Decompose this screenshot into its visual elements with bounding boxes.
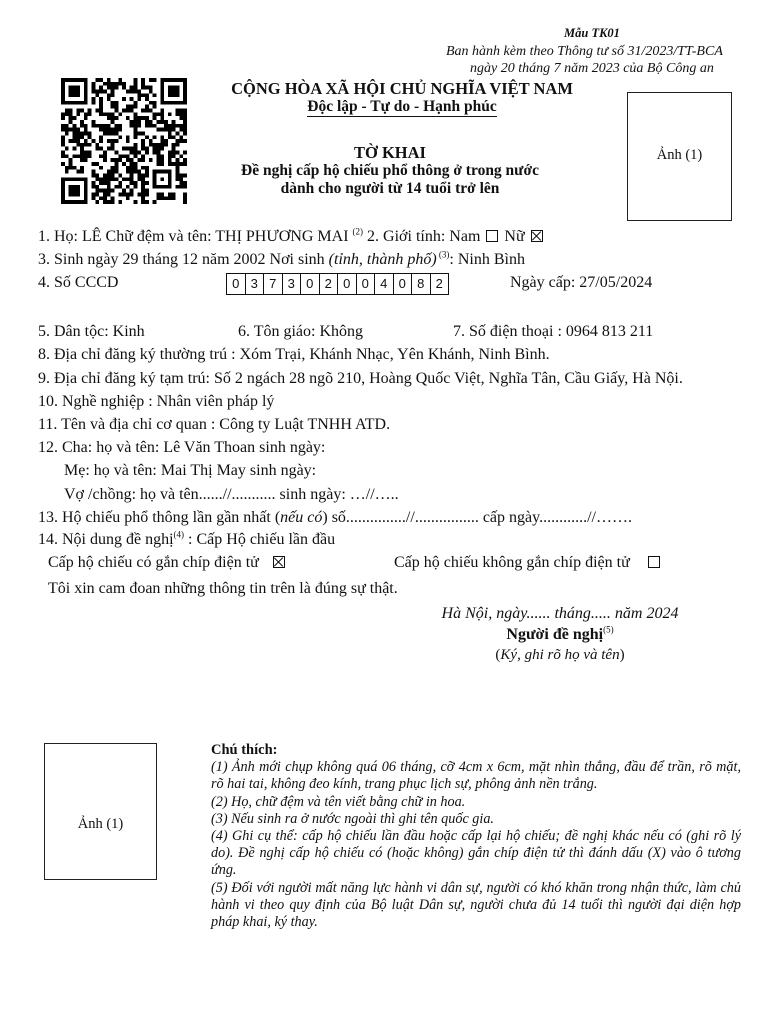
father-info: 12. Cha: họ và tên: Lê Văn Thoan sinh ngày: xyxy=(38,439,326,456)
signer-note-text: Ký, ghi rõ họ và tên xyxy=(500,647,620,663)
previous-passport-hint: nếu có xyxy=(280,509,323,526)
form-subtitle-1: Đề nghị cấp hộ chiếu phổ thông ở trong nước xyxy=(241,162,539,179)
id-digit: 0 xyxy=(338,274,357,294)
gender-label: 2. Giới tính: Nam xyxy=(363,228,485,245)
photo-label: Ảnh (1) xyxy=(656,147,703,163)
footnote-2: (2) Họ, chữ đệm và tên viết bằng chữ in hoa. xyxy=(211,793,466,810)
spouse-info: Vợ /chồng: họ và tên......//........... sinh ngày: …//….. xyxy=(64,486,399,503)
note-ref-4: (4) xyxy=(173,529,185,540)
male-checkbox[interactable] xyxy=(486,230,498,242)
footnotes-title: Chú thích: xyxy=(211,742,278,758)
chip-without-option xyxy=(394,553,662,573)
ethnicity: 5. Dân tộc: Kinh xyxy=(38,323,145,340)
signer-text: Người đề nghị xyxy=(506,626,604,643)
request-label: 14. Nội dung đề nghị xyxy=(38,531,174,548)
occupation: 10. Nghề nghiệp : Nhân viên pháp lý xyxy=(38,393,275,410)
photo-box-top xyxy=(627,92,732,221)
footnote-1: (1) Ảnh mới chụp không quá 06 tháng, cỡ 4cm x 6cm, mặt nhìn thẳng, đầu để trần, rõ mặt, rõ hai tai, không đeo kính, trang phục lịch sự, phông ảnh nền trắng. xyxy=(211,759,741,793)
id-digit: 7 xyxy=(264,274,283,294)
photo-box-bottom xyxy=(44,743,157,880)
birth-line xyxy=(38,250,525,270)
form-title: TỜ KHAI xyxy=(354,143,426,162)
birth-place-value: : Ninh Bình xyxy=(449,251,525,268)
id-digit: 0 xyxy=(301,274,320,294)
issuance-line-2: ngày 20 tháng 7 năm 2023 của Bộ Công an xyxy=(470,61,714,76)
signer-title xyxy=(410,626,710,644)
signer-note-close: ) xyxy=(619,647,625,663)
id-number-boxes xyxy=(226,273,449,295)
place-date: Hà Nội, ngày...... tháng..... năm 2024 xyxy=(441,605,679,622)
previous-passport-text-a: 13. Hộ chiếu phổ thông lần gần nhất ( xyxy=(38,509,281,526)
signer-note-open: ( xyxy=(495,647,501,663)
phone-number: 7. Số điện thoại : 0964 813 211 xyxy=(453,323,654,340)
previous-passport xyxy=(38,508,632,528)
motto-text: Độc lập - Tự do - Hạnh phúc xyxy=(307,98,497,115)
form-subtitle-2: dành cho người từ 14 tuổi trở lên xyxy=(280,180,500,197)
permanent-address: 8. Địa chỉ đăng ký thường trú : Xóm Trại, Khánh Nhạc, Yên Khánh, Ninh Bình. xyxy=(38,346,550,363)
chip-with-option xyxy=(48,553,287,573)
id-digit: 3 xyxy=(246,274,265,294)
id-digit: 4 xyxy=(375,274,394,294)
signer-note xyxy=(410,647,710,664)
birth-date-text: 3. Sinh ngày 29 tháng 12 năm 2002 Nơi sinh xyxy=(38,251,329,268)
id-label: 4. Số CCCD xyxy=(38,274,119,291)
id-digit: 3 xyxy=(283,274,302,294)
photo-label-bottom: Ảnh (1) xyxy=(77,816,124,832)
female-checkbox[interactable] xyxy=(531,230,543,242)
country-name: CỘNG HÒA XÃ HỘI CHỦ NGHĨA VIỆT NAM xyxy=(231,79,573,98)
qr-code xyxy=(58,78,190,204)
chip-with-checkbox[interactable] xyxy=(273,556,285,568)
note-ref-5: (5) xyxy=(603,624,614,635)
issuance-line-1: Ban hành kèm theo Thông tư số 31/2023/TT-BCA xyxy=(446,44,723,59)
id-digit: 0 xyxy=(394,274,413,294)
declaration: Tôi xin cam đoan những thông tin trên là đúng sự thật. xyxy=(48,580,398,597)
request-value: : Cấp Hộ chiếu lần đầu xyxy=(184,531,336,548)
id-digit: 8 xyxy=(412,274,431,294)
female-label: Nữ xyxy=(500,228,529,245)
birth-place-hint: (tỉnh, thành phố) xyxy=(328,251,437,268)
request-content xyxy=(38,530,335,550)
footnote-3: (3) Nếu sinh ra ở nước ngoài thì ghi tên quốc gia. xyxy=(211,810,494,827)
footnote-5: (5) Đối với người mất năng lực hành vi dân sự, người có khó khăn trong nhận thức, làm chủ hành vi theo quy định của Bộ luật Dân sự, người chưa đủ 14 tuổi thì người đại diện hợp pháp khai, ký thay. xyxy=(211,879,741,931)
workplace: 11. Tên và địa chỉ cơ quan : Công ty Luật TNHH ATD. xyxy=(38,416,391,433)
chip-with-label: Cấp hộ chiếu có gắn chíp điện tử xyxy=(48,554,259,571)
footnotes xyxy=(211,742,741,931)
mother-info: Mẹ: họ và tên: Mai Thị May sinh ngày: xyxy=(64,462,317,479)
name-text: 1. Họ: LÊ Chữ đệm và tên: THỊ PHƯƠNG MAI xyxy=(38,228,353,245)
id-digit: 2 xyxy=(435,276,443,291)
footnote-4: (4) Ghi cụ thể: cấp hộ chiếu lần đầu hoặc cấp lại hộ chiếu; đề nghị khác nếu có (ghi rõ lý do). Đề nghị cấp hộ chiếu có (hoặc không) gắn chíp điện tử thì đánh dấu (X) vào ô tương ứng. xyxy=(211,828,741,879)
id-digit: 0 xyxy=(227,274,246,294)
chip-without-label: Cấp hộ chiếu không gắn chíp điện tử xyxy=(394,554,630,571)
motto xyxy=(222,98,582,116)
id-digit: 2 xyxy=(320,274,339,294)
temporary-address: 9. Địa chỉ đăng ký tạm trú: Số 2 ngách 28 ngõ 210, Hoàng Quốc Việt, Nghĩa Tân, Cầu Giấy, Hà Nội. xyxy=(38,370,683,387)
form-code: Mẫu TK01 xyxy=(564,26,620,40)
name-gender-line xyxy=(38,227,545,247)
id-digit: 0 xyxy=(357,274,376,294)
note-ref-2: (2) xyxy=(352,226,364,237)
religion: 6. Tôn giáo: Không xyxy=(238,323,364,340)
previous-passport-text-b: ) số...............//................ cấp ngày............//……. xyxy=(322,509,632,526)
id-issue-date: Ngày cấp: 27/05/2024 xyxy=(510,274,653,291)
note-ref-3: (3) xyxy=(436,249,450,260)
chip-without-checkbox[interactable] xyxy=(648,556,660,568)
